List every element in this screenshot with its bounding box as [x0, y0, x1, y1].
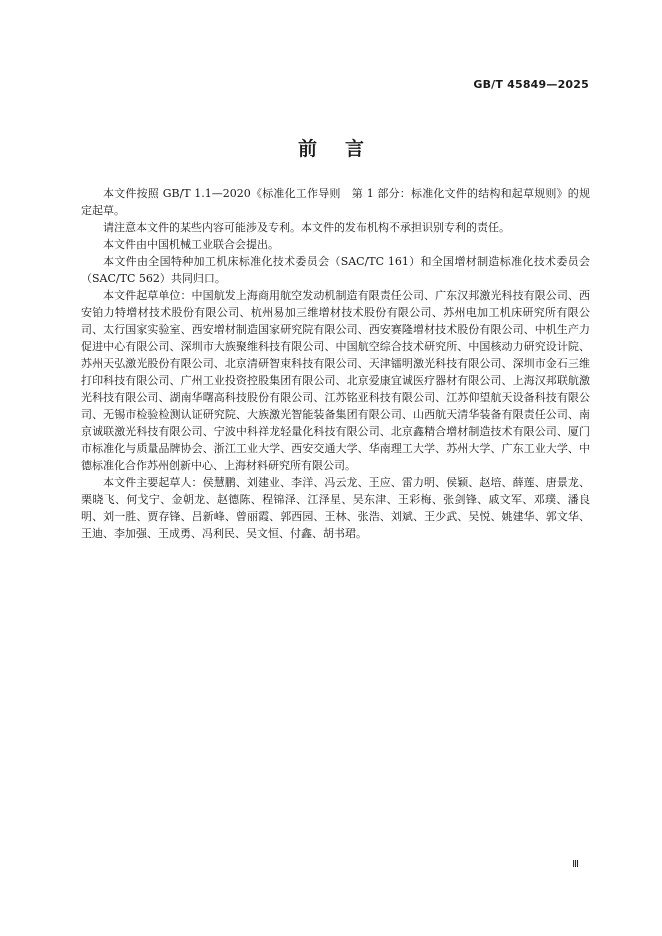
paragraph-drafting-units: 本文件起草单位：中国航发上海商用航空发动机制造有限责任公司、广东汉邦激光科技有限公司、西安铂力特增材技术股份有限公司、杭州易加三维增材技术股份有限公司、苏州电加工机床研究所有限公司、太行国家实验室、西安增材制造国家研究院有限公司、西安赛隆增材技术股份有限公司、中机生产力促进中心有限公司、深圳市大族聚维科技有限公司、中国航空综合技术研究所、中国核动力研究设计院、苏州天弘激光股份有限公司、北京清研智束科技有限公司、天津镭明激光科技有限公司、深圳市金石三维打印科技有限公司、广州工业投资控股集团有限公司、北京爱康宜诚医疗器材有限公司、上海汉邦联航激光科技有限公司、湖南华曙高科技股份有限公司、江苏铭亚科技有限公司、江苏仰望航天设备科技有限公司、无锡市检验检测认证研究院、大族激光智能装备集团有限公司、山西航天清华装备有限责任公司、南京诚联激光科技有限公司、宁波中科祥龙轻量化科技有限公司、北京鑫精合增材制造技术有限公司、厦门市标准化与质量品牌协会、浙江工业大学、西安交通大学、华南理工大学、苏州大学、广东工业大学、中德标准化合作苏州创新中心、上海材料研究所有限公司。: [81, 289, 590, 472]
page-title: 前言: [297, 138, 392, 160]
paragraph-drafters: 本文件主要起草人：侯慧鹏、刘建业、李洋、冯云龙、王应、雷力明、侯颖、赵培、薛莲、唐景龙、栗晓飞、何戈宁、金朝龙、赵德陈、程锦泽、江泽星、吴东津、王彩梅、张剑锋、戚文军、邓璞、潘良明、刘一胜、贾存锋、吕新峰、曾丽霞、郭西园、王林、张浩、刘斌、王少武、吴悦、姚建华、郭文华、王迪、李加强、王成勇、冯利民、吴文恒、付鑫、胡书珺。: [81, 476, 590, 540]
page-number: Ⅲ: [572, 859, 579, 870]
foreword-body: [81, 185, 590, 542]
paragraph-proposer: 本文件由中国机械工业联合会提出。: [103, 238, 279, 251]
paragraph-committee: 本文件由全国特种加工机床标准化技术委员会（SAC/TC 161）和全国增材制造标准化技术委员会（SAC/TC 562）共同归口。: [81, 255, 590, 285]
paragraph-patent-notice: 请注意本文件的某些内容可能涉及专利。本文件的发布机构不承担识别专利的责任。: [103, 221, 510, 234]
paragraph-drafting-rules: 本文件按照 GB/T 1.1—2020《标准化工作导则 第 1 部分：标准化文件的结构和起草规则》的规定起草。: [81, 187, 590, 217]
document-code: GB/T 45849—2025: [473, 78, 589, 91]
